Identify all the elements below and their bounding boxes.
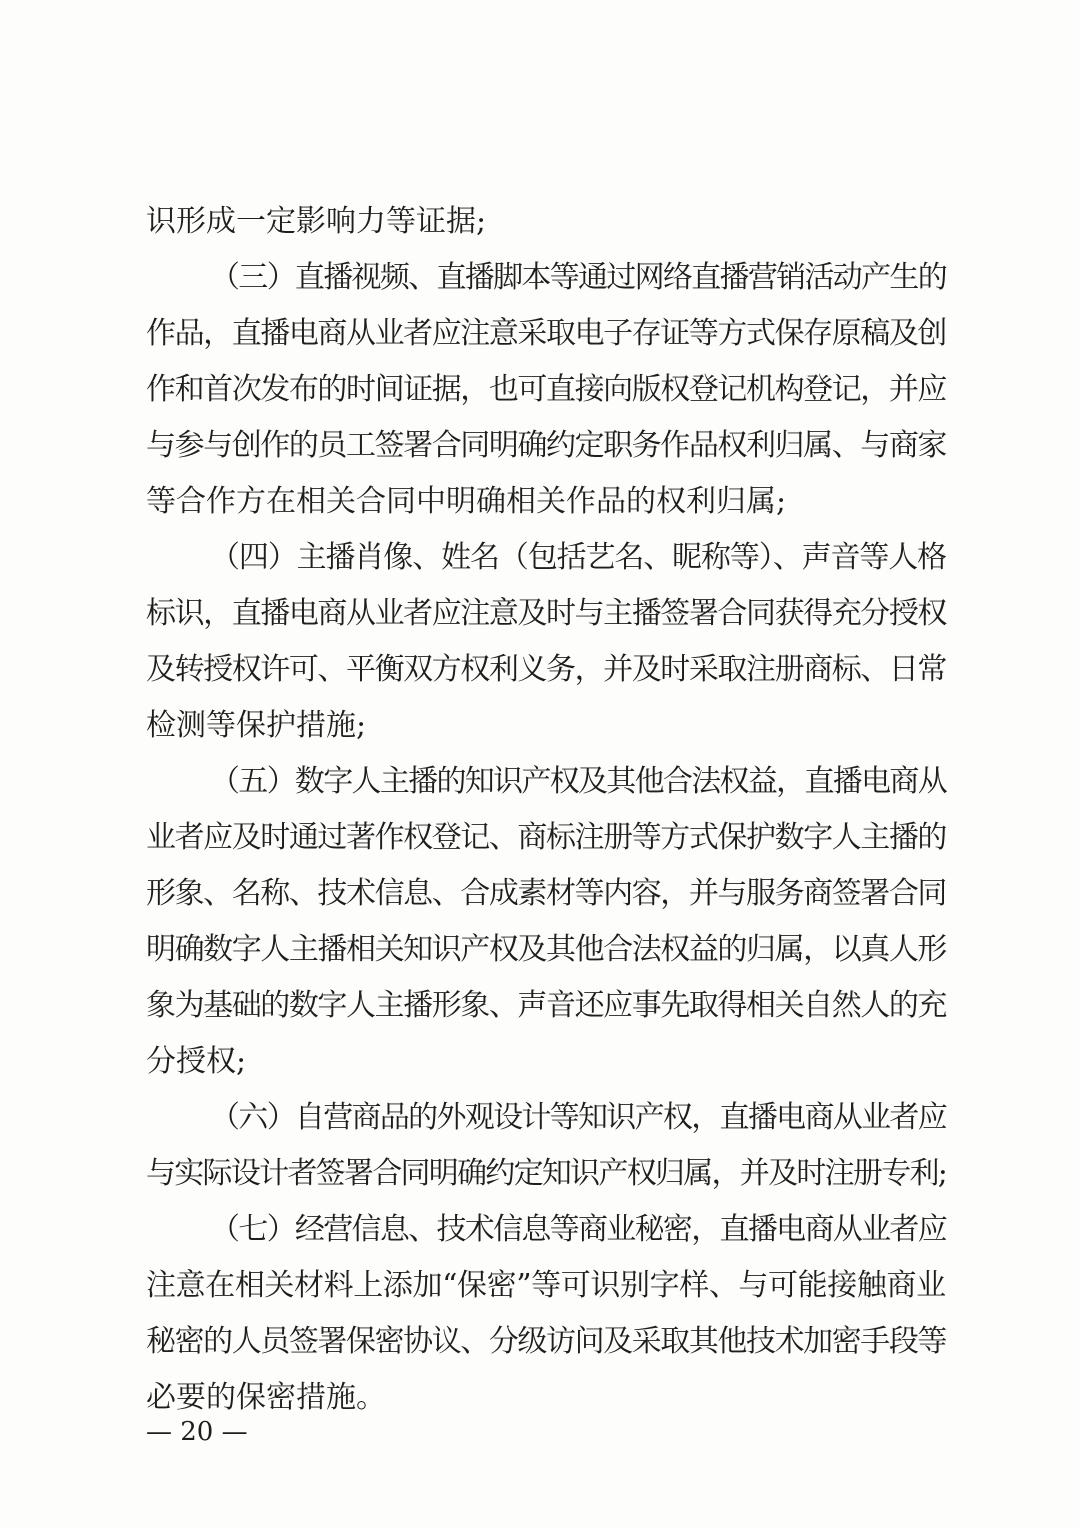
paragraph-line: 明确数字人主播相关知识产权及其他合法权益的归属，以真人形: [146, 932, 946, 967]
paragraph-line: （四）主播肖像、姓名（包括艺名、昵称等）、声音等人格: [210, 540, 946, 575]
paragraph-line: 识形成一定影响力等证据;: [146, 204, 487, 239]
paragraph-line: 标识，直播电商从业者应注意及时与主播签署合同获得充分授权: [146, 596, 946, 631]
paragraph-line: 秘密的人员签署保密协议、分级访问及采取其他技术加密手段等: [146, 1324, 946, 1359]
paragraph-line: 与参与创作的员工签署合同明确约定职务作品权利归属、与商家: [146, 428, 946, 463]
paragraph-line: 业者应及时通过著作权登记、商标注册等方式保护数字人主播的: [146, 820, 946, 855]
paragraph-line: 与实际设计者签署合同明确约定知识产权归属，并及时注册专利;: [146, 1156, 947, 1191]
paragraph-line: （五）数字人主播的知识产权及其他合法权益，直播电商从: [210, 764, 946, 799]
paragraph-line: 检测等保护措施;: [146, 708, 367, 743]
paragraph-line: 等合作方在相关合同中明确相关作品的权利归属;: [146, 484, 787, 519]
page-number: — 20 —: [146, 1417, 248, 1447]
paragraph-line: （六）自营商品的外观设计等知识产权，直播电商从业者应: [210, 1100, 946, 1135]
paragraph-line: 作品，直播电商从业者应注意采取电子存证等方式保存原稿及创: [146, 316, 946, 351]
paragraph-line: 分授权;: [146, 1044, 247, 1079]
paragraph-line: 注意在相关材料上添加“保密”等可识别字样、与可能接触商业: [146, 1268, 946, 1303]
paragraph-line: 必要的保密措施。: [146, 1380, 386, 1415]
paragraph-line: 及转授权许可、平衡双方权利义务，并及时采取注册商标、日常: [146, 652, 946, 687]
paragraph-line: （七）经营信息、技术信息等商业秘密，直播电商从业者应: [210, 1212, 946, 1247]
paragraph-line: 形象、名称、技术信息、合成素材等内容，并与服务商签署合同: [146, 876, 946, 911]
paragraph-line: 象为基础的数字人主播形象、声音还应事先取得相关自然人的充: [146, 988, 946, 1023]
paragraph-line: （三）直播视频、直播脚本等通过网络直播营销活动产生的: [210, 260, 946, 295]
paragraph-line: 作和首次发布的时间证据，也可直接向版权登记机构登记，并应: [146, 372, 946, 407]
